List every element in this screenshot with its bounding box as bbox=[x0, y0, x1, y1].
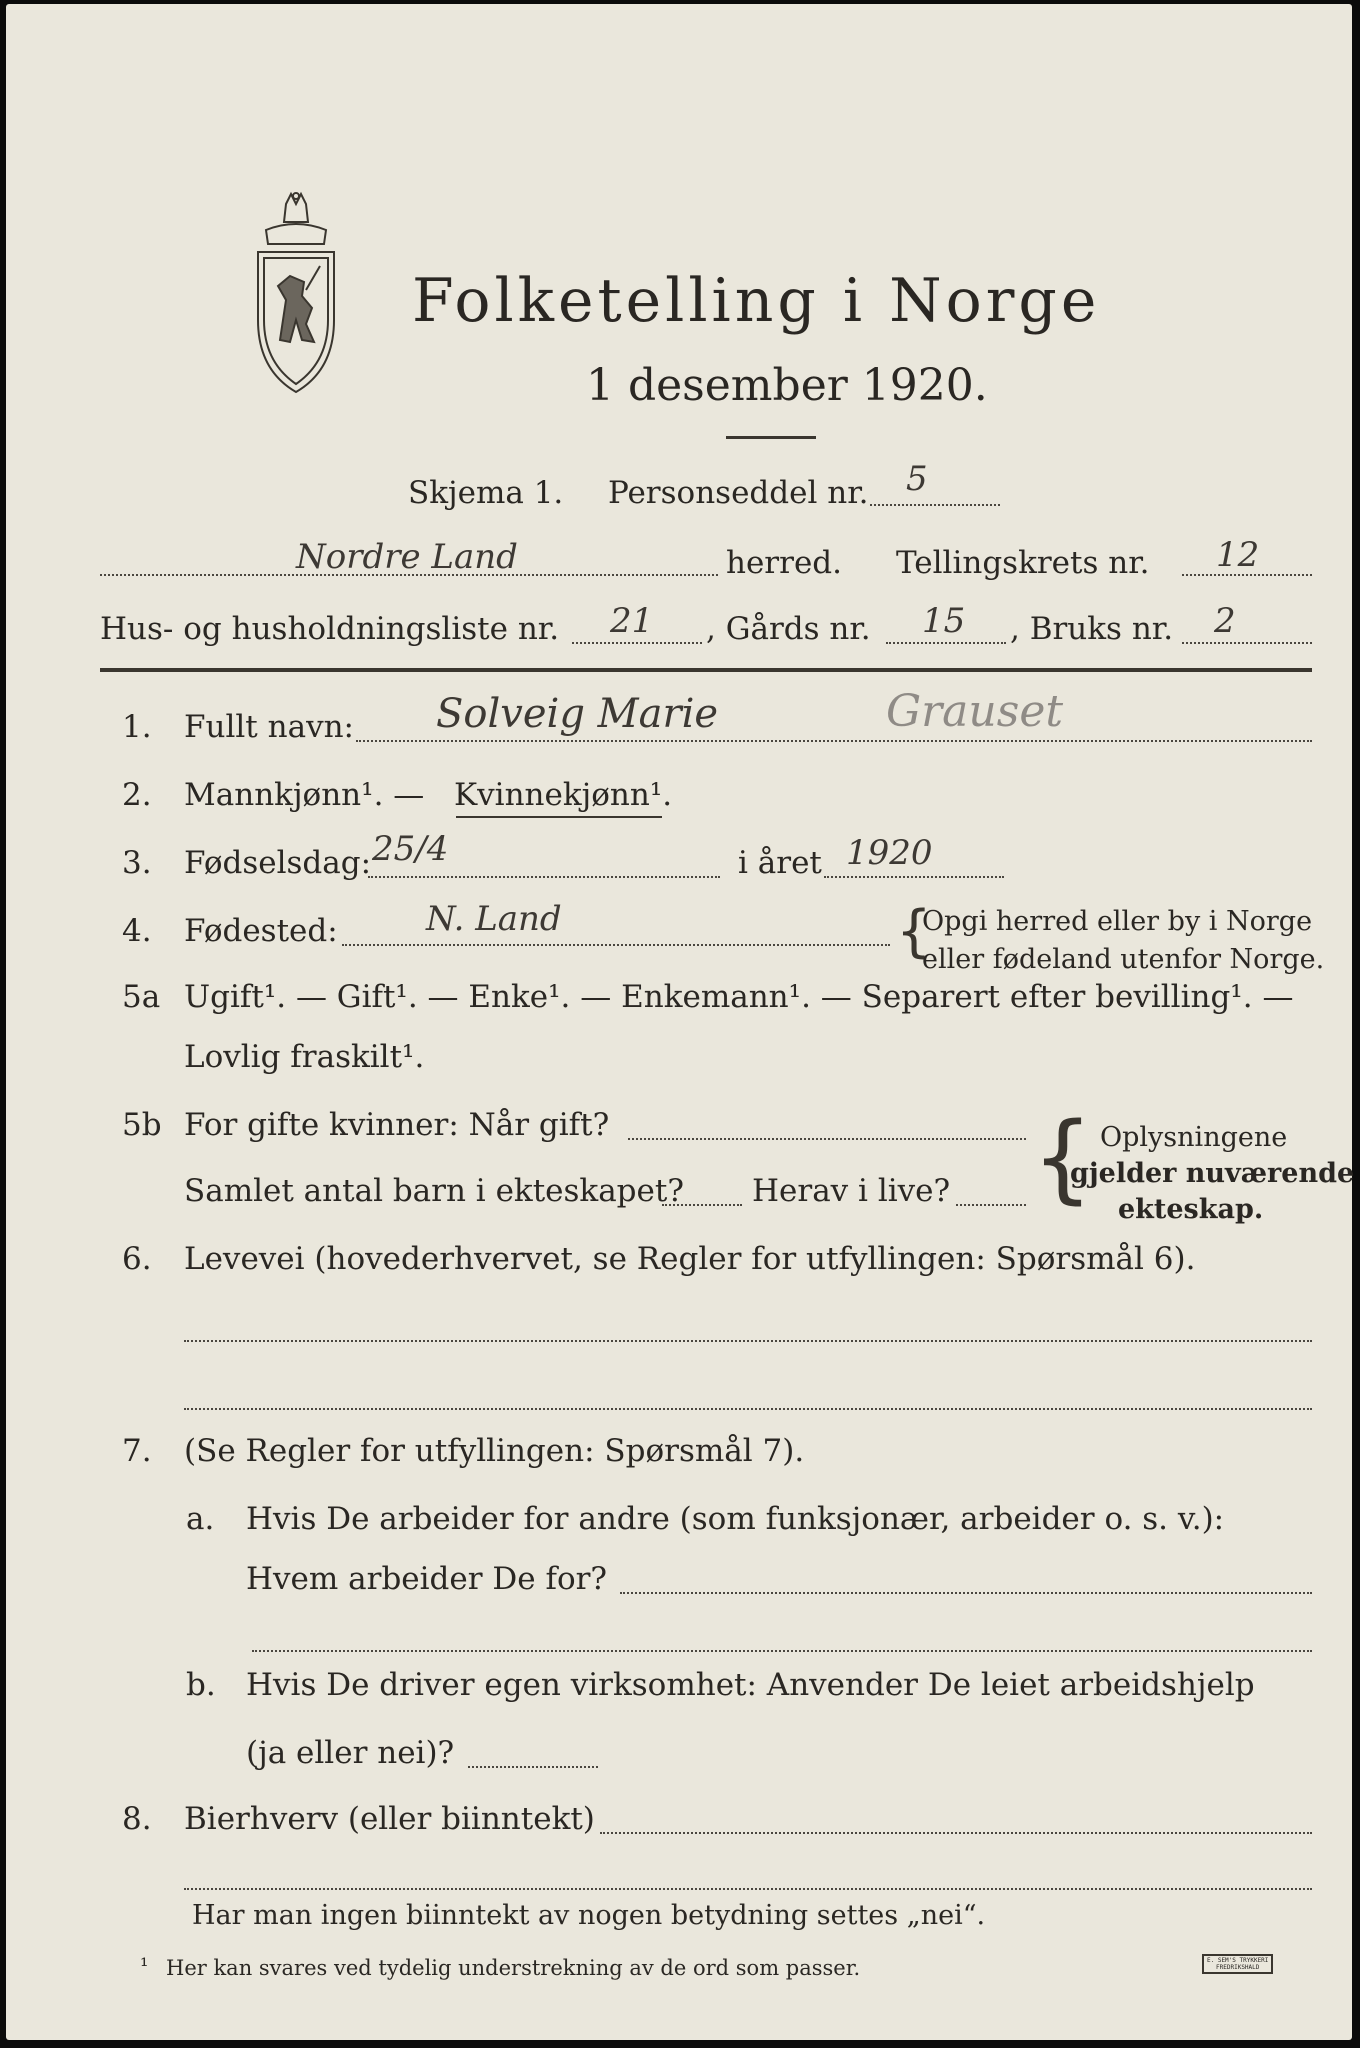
birthplace-label: Fødested: bbox=[184, 913, 338, 949]
married-when-line bbox=[628, 1138, 1026, 1140]
married-when-label: For gifte kvinner: Når gift? bbox=[184, 1107, 610, 1143]
gards-line bbox=[886, 642, 1006, 644]
children-alive-label: Herav i live? bbox=[752, 1173, 951, 1209]
full-name-label: Fullt navn: bbox=[184, 709, 354, 745]
skjema-label: Skjema 1. bbox=[408, 475, 564, 511]
tellingskrets-label: Tellingskrets nr. bbox=[896, 545, 1150, 581]
q7a-question: Hvis De arbeider for andre (som funksjonær, arbeider o. s. v.): bbox=[246, 1501, 1225, 1537]
marital-status-options[interactable]: Ugift¹. — Gift¹. — Enke¹. — Enkemann¹. — Separert efter bevilling¹. — bbox=[184, 979, 1294, 1015]
birthplace-line bbox=[342, 944, 890, 946]
header-divider bbox=[100, 668, 1312, 672]
personseddel-value[interactable]: 5 bbox=[906, 459, 928, 499]
census-form-sheet bbox=[6, 4, 1355, 2040]
side-income-label: Bierhverv (eller biinntekt) bbox=[184, 1801, 595, 1837]
q5b-number: 5b bbox=[122, 1107, 162, 1143]
birthyear-line bbox=[824, 876, 1004, 878]
husholdningsliste-label: Hus- og husholdningsliste nr. bbox=[100, 611, 560, 647]
bruks-value[interactable]: 2 bbox=[1214, 601, 1236, 641]
hired-help-line[interactable] bbox=[468, 1766, 598, 1768]
birthyear-value[interactable]: 1920 bbox=[846, 833, 933, 873]
occupation-label: Levevei (hovederhvervet, se Regler for utfyllingen: Spørsmål 6). bbox=[184, 1241, 1196, 1277]
q7b-letter: b. bbox=[186, 1667, 216, 1703]
employer-line-1[interactable] bbox=[620, 1592, 1312, 1594]
full-name-value[interactable]: Solveig Marie bbox=[436, 691, 719, 737]
birthdate-label: Fødselsdag: bbox=[184, 845, 372, 881]
q7b-question: Hvis De driver egen virksomhet: Anvender De leiet arbeidshjelp bbox=[246, 1667, 1255, 1703]
husholdningsliste-line bbox=[572, 642, 702, 644]
employer-label: Hvem arbeider De for? bbox=[246, 1561, 608, 1597]
census-date: 1 desember 1920. bbox=[586, 360, 988, 411]
marriage-note-line1: Oplysningene bbox=[1100, 1122, 1288, 1153]
q5a-number: 5a bbox=[122, 979, 161, 1015]
footnote-text: Her kan svares ved tydelig understrekning av de ord som passer. bbox=[166, 1956, 861, 1980]
marriage-note-brace: { bbox=[1032, 1102, 1094, 1214]
birthplace-value[interactable]: N. Land bbox=[426, 899, 562, 939]
side-income-note: Har man ingen biinntekt av nogen betydning settes „nei“. bbox=[192, 1900, 986, 1931]
q4-number: 4. bbox=[122, 913, 152, 949]
q2-number: 2. bbox=[122, 777, 152, 813]
personseddel-line bbox=[870, 504, 1000, 506]
personseddel-label: Personseddel nr. bbox=[608, 475, 869, 511]
printer-stamp-line2: FREDRIKSHALD bbox=[1216, 1964, 1260, 1971]
title-rule bbox=[726, 436, 816, 439]
marriage-note-line2: gjelder nuværende bbox=[1070, 1158, 1355, 1189]
birthdate-value[interactable]: 25/4 bbox=[372, 829, 449, 869]
female-underline bbox=[456, 816, 662, 818]
birthplace-note-brace: { bbox=[896, 899, 932, 964]
q7-number: 7. bbox=[122, 1433, 152, 1469]
birthplace-note-line2: eller fødeland utenfor Norge. bbox=[922, 944, 1325, 975]
q7a-letter: a. bbox=[186, 1501, 215, 1537]
full-name-surname-faded[interactable]: Grauset bbox=[886, 686, 1064, 737]
birthdate-line bbox=[368, 876, 720, 878]
hired-help-label: (ja eller nei)? bbox=[246, 1735, 455, 1771]
printer-stamp bbox=[1202, 1954, 1273, 1974]
marital-status-divorced[interactable]: Lovlig fraskilt¹. bbox=[184, 1039, 425, 1075]
bruks-line bbox=[1182, 642, 1312, 644]
full-name-line bbox=[356, 740, 1312, 742]
coat-of-arms-icon bbox=[246, 190, 346, 398]
bruks-label: , Bruks nr. bbox=[1010, 611, 1174, 647]
printer-stamp-line1: E. SEM'S TRYKKERI bbox=[1207, 1957, 1269, 1964]
female-option[interactable]: Kvinnekjønn¹. bbox=[454, 777, 673, 813]
herred-label: herred. bbox=[726, 545, 842, 581]
husholdningsliste-value[interactable]: 21 bbox=[610, 601, 654, 641]
marriage-note-line3: ekteskap. bbox=[1118, 1194, 1264, 1225]
q3-number: 3. bbox=[122, 845, 152, 881]
side-income-line-2[interactable] bbox=[184, 1888, 1312, 1890]
footnote-mark: ¹ bbox=[140, 1954, 149, 1978]
gards-value[interactable]: 15 bbox=[922, 601, 966, 641]
side-income-line-1[interactable] bbox=[600, 1832, 1312, 1834]
q1-number: 1. bbox=[122, 709, 152, 745]
gards-label: , Gårds nr. bbox=[706, 611, 871, 647]
q7-label: (Se Regler for utfyllingen: Spørsmål 7). bbox=[184, 1433, 805, 1469]
occupation-line-1[interactable] bbox=[184, 1340, 1312, 1342]
male-option[interactable]: Mannkjønn¹. — bbox=[184, 777, 425, 813]
employer-line-2[interactable] bbox=[252, 1650, 1312, 1652]
children-alive-line bbox=[956, 1204, 1026, 1206]
birthyear-label: i året bbox=[738, 845, 822, 881]
children-total-label: Samlet antal barn i ekteskapet? bbox=[184, 1173, 684, 1209]
form-title: Folketelling i Norge bbox=[412, 266, 1101, 336]
children-total-line bbox=[662, 1204, 742, 1206]
q6-number: 6. bbox=[122, 1241, 152, 1277]
occupation-line-2[interactable] bbox=[184, 1408, 1312, 1410]
herred-value[interactable]: Nordre Land bbox=[296, 537, 518, 577]
tellingskrets-value[interactable]: 12 bbox=[1216, 535, 1260, 575]
q8-number: 8. bbox=[122, 1801, 152, 1837]
birthplace-note-line1: Opgi herred eller by i Norge bbox=[922, 906, 1313, 937]
